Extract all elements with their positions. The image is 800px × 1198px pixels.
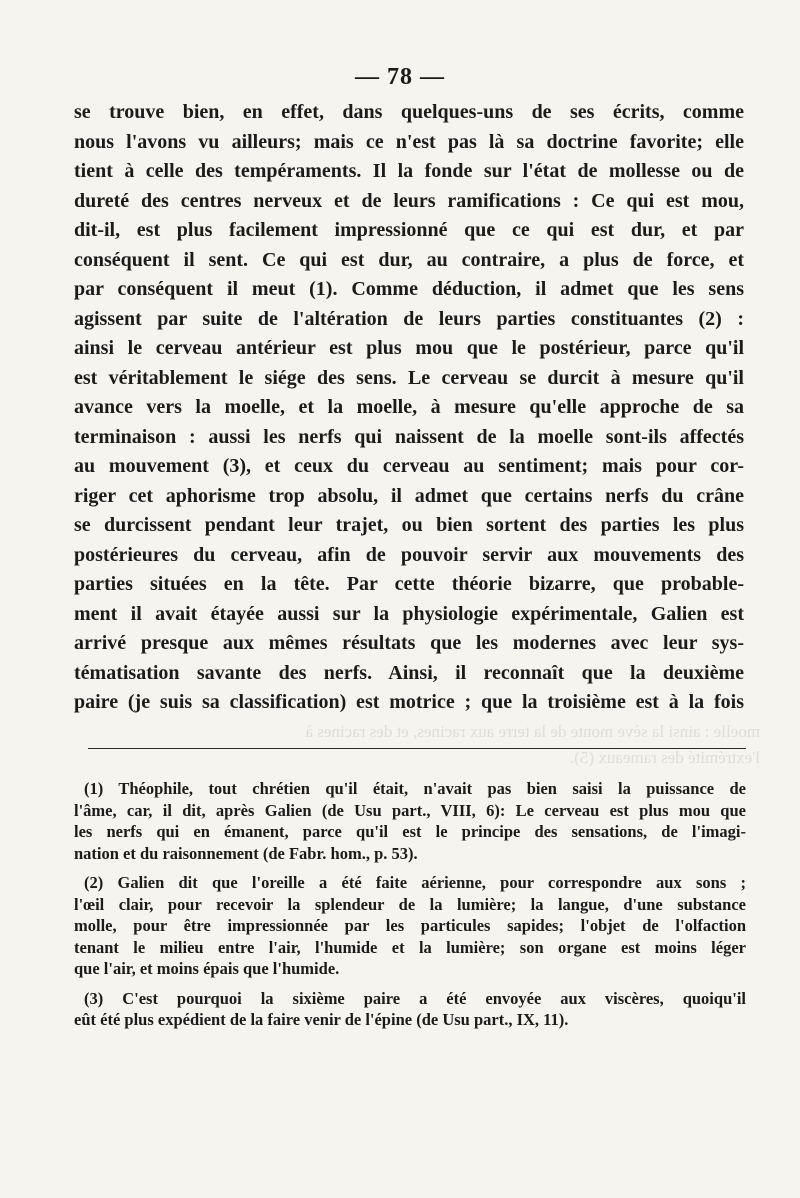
text-line: terminaison : aussi les nerfs qui naissent de la moelle sont-ils affectés — [74, 425, 744, 448]
text-line: paire (je suis sa classification) est motrice ; que la troisième est à la fois — [74, 691, 744, 713]
footnote-line: l'œil clair, pour recevoir la splendeur de la lumière; la langue, d'une substance — [74, 894, 746, 914]
main-text — [74, 98, 744, 718]
footnote-line: nation et du raisonnement (de Fabr. hom., p. 53). — [74, 843, 418, 863]
text-line: nous l'avons vu ailleurs; mais ce n'est pas là sa doctrine favorite; elle — [74, 130, 744, 153]
text-line: dureté des centres nerveux et de leurs ramifications : Ce qui est mou, — [74, 189, 744, 212]
page-number: — 78 — — [355, 64, 445, 90]
footnote-2 — [74, 872, 746, 980]
text-line: parties situées en la tête. Par cette théorie bizarre, que probable- — [74, 573, 744, 595]
text-line: tient à celle des tempéraments. Il la fonde sur l'état de mollesse ou de — [74, 160, 744, 182]
footnote-1 — [74, 778, 746, 864]
footnote-line: (1) Théophile, tout chrétien qu'il était, n'avait pas bien saisi la puissance de — [84, 779, 746, 798]
text-line: conséquent il sent. Ce qui est dur, au contraire, a plus de force, et — [74, 248, 744, 271]
text-line: est véritablement le siége des sens. Le cerveau se durcit à mesure qu'il — [74, 366, 744, 389]
text-line: agissent par suite de l'altération de leurs parties constituantes (2) : — [74, 307, 744, 330]
text-line: ainsi le cerveau antérieur est plus mou que le postérieur, parce qu'il — [74, 337, 744, 359]
text-line: dit-il, est plus facilement impressionné que ce qui est dur, et par — [74, 219, 744, 241]
footnote-line: (2) Galien dit que l'oreille a été faite aérienne, pour correspondre aux sons ; — [84, 873, 746, 892]
bleed-through-text: l'extrémité des rameaux (5). — [570, 748, 760, 767]
footnote-line: les nerfs qui en émanent, parce qu'il est le principe des sensations, de l'imagi- — [74, 822, 746, 841]
text-line: arrivé presque aux mêmes résultats que les modernes avec leur sys- — [74, 632, 744, 654]
text-line: ment il avait étayée aussi sur la physiologie expérimentale, Galien est — [74, 602, 744, 625]
footnote-line: tenant le milieu entre l'air, l'humide et la lumière; son organe est moins léger — [74, 937, 746, 957]
footnote-line: que l'air, et moins épais que l'humide. — [74, 959, 340, 978]
text-line: avance vers la moelle, et la moelle, à mesure qu'elle approche de sa — [74, 396, 744, 418]
text-line: se trouve bien, en effet, dans quelques-uns de ses écrits, comme — [74, 101, 744, 123]
bleed-through-text: moelle : ainsi la sève monte de la terre aux racines, et des racines à — [305, 722, 760, 741]
text-line: riger cet aphorisme trop absolu, il admet que certains nerfs du crâne — [74, 484, 744, 507]
footnotes — [74, 778, 746, 1039]
footnote-3 — [74, 988, 746, 1031]
footnote-line: (3) C'est pourquoi la sixième paire a été envoyée aux viscères, quoiqu'il — [84, 988, 746, 1008]
text-line: par conséquent il meut (1). Comme déduction, il admet que les sens — [74, 278, 744, 300]
footnote-line: molle, pour être impressionnée par les particules sapides; l'objet de l'olfaction — [74, 916, 746, 935]
footnote-line: l'âme, car, il dit, après Galien (de Usu part., VIII, 6): Le cerveau est plus mou que — [74, 800, 746, 820]
footnote-line: eût été plus expédient de la faire venir de l'épine (de Usu part., IX, 11). — [74, 1010, 569, 1029]
text-line: postérieures du cerveau, afin de pouvoir servir aux mouvements des — [74, 543, 744, 566]
text-line: au mouvement (3), et ceux du cerveau au sentiment; mais pour cor- — [74, 455, 744, 477]
footnote-divider — [88, 748, 746, 749]
text-line: se durcissent pendant leur trajet, ou bien sortent des parties les plus — [74, 514, 744, 536]
text-line: tématisation savante des nerfs. Ainsi, il reconnaît que la deuxième — [74, 661, 744, 684]
